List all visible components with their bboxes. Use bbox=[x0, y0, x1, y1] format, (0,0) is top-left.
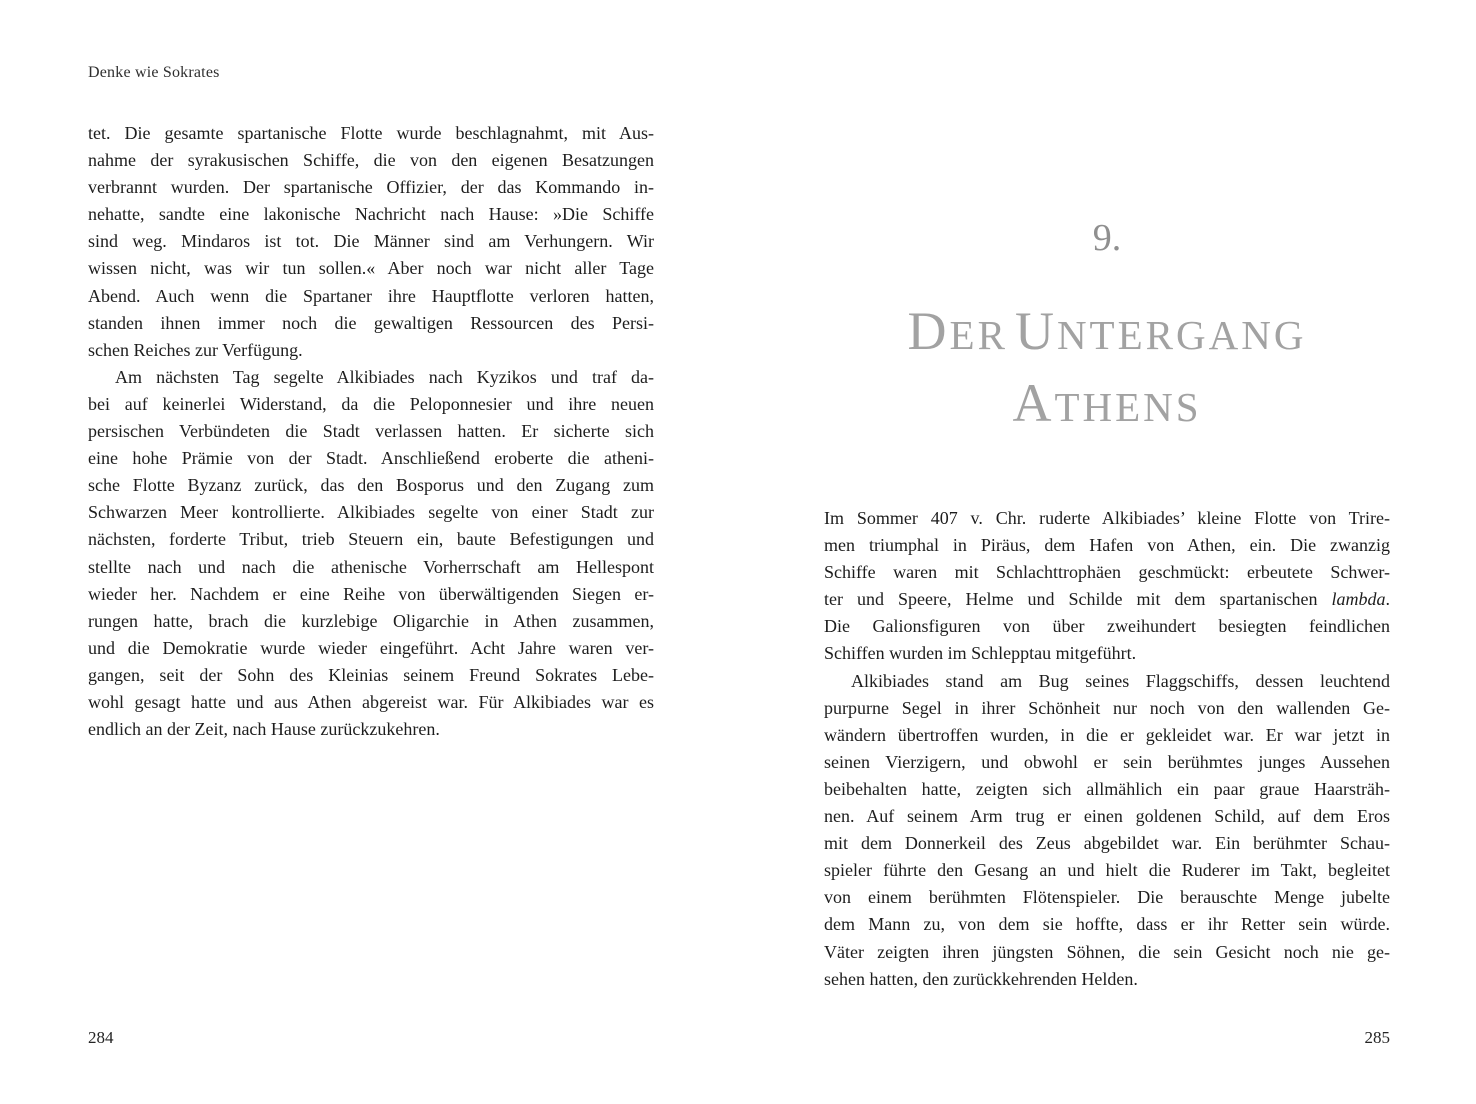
text-line: rungen hatte, brach die kurzlebige Oligarchie in Athen zusammen, bbox=[88, 610, 654, 631]
text-line: tet. Die gesamte spartanische Flotte wurde beschlagnahmt, mit Aus- bbox=[88, 123, 654, 143]
left-page bbox=[88, 0, 654, 1104]
text-line: Schwarzen Meer kontrollierte. Alkibiades segelte von einer Stadt zur bbox=[88, 502, 654, 523]
text-line: und die Demokratie wurde wieder eingeführt. Acht Jahre waren ver- bbox=[88, 637, 654, 658]
text-line: seinen Vierzigern, und obwohl er sein berühmtes junges Aussehen bbox=[824, 751, 1390, 772]
text-line: sehen hatten, den zurückkehrenden Helden. bbox=[824, 968, 1138, 989]
text-line: beibehalten hatte, zeigten sich allmählich ein paar graue Haarsträh- bbox=[824, 778, 1390, 799]
text-line: Am nächsten Tag segelte Alkibiades nach Kyzikos und traf da- bbox=[115, 366, 654, 387]
text-line: sind weg. Mindaros ist tot. Die Männer sind am Verhungern. Wir bbox=[88, 231, 654, 252]
text-line: von einem berühmten Flötenspieler. Die berauschte Menge jubelte bbox=[824, 887, 1390, 908]
chapter-number: 9. bbox=[1092, 217, 1122, 259]
text-line: nahme der syrakusischen Schiffe, die von den eigenen Besatzungen bbox=[88, 150, 654, 171]
text-line: stellte nach und nach die athenische Vorherrschaft am Hellespont bbox=[88, 556, 654, 577]
text-line: Väter zeigten ihren jüngsten Söhnen, die sein Gesicht noch nie ge- bbox=[824, 941, 1390, 962]
text-line: purpurne Segel in ihrer Schönheit nur noch von den wallenden Ge- bbox=[824, 697, 1390, 718]
text-line: schen Reiches zur Verfügung. bbox=[88, 339, 303, 360]
text-line: Schiffen wurden im Schlepptau mitgeführt. bbox=[824, 643, 1137, 664]
text-line: Schiffe waren mit Schlachttrophäen geschmückt: erbeutete Schwer- bbox=[824, 562, 1390, 583]
text-line: gangen, seit der Sohn des Kleinias seinem Freund Sokrates Lebe- bbox=[88, 664, 654, 685]
chapter-title-line: ATHENS bbox=[1012, 373, 1202, 433]
text-line: Alkibiades stand am Bug seines Flaggschiffs, dessen leuchtend bbox=[851, 670, 1390, 691]
text-line: dem Mann zu, von dem sie hoffte, dass er ihr Retter sein würde. bbox=[824, 914, 1390, 935]
text-line: verbrannt wurden. Der spartanische Offizier, der das Kommando in- bbox=[88, 177, 654, 198]
text-line: Die Galionsfiguren von über zweihundert besiegten feindlichen bbox=[824, 616, 1390, 637]
right-page bbox=[824, 0, 1390, 1104]
text-line: bei auf keinerlei Widerstand, da die Peloponnesier und ihre neuen bbox=[88, 393, 654, 414]
text-line: endlich an der Zeit, nach Hause zurückzukehren. bbox=[88, 719, 440, 740]
text-line: Im Sommer 407 v. Chr. ruderte Alkibiades’ kleine Flotte von Trire- bbox=[824, 508, 1390, 528]
right-body-text bbox=[824, 505, 1390, 993]
running-header: Denke wie Sokrates bbox=[88, 64, 220, 81]
text-line: wieder her. Nachdem er eine Reihe von überwältigenden Siegen er- bbox=[88, 583, 654, 604]
text-line: mit dem Donnerkeil des Zeus abgebildet war. Ein berühmter Schau- bbox=[824, 833, 1390, 854]
text-line: wändern übertroffen wurden, in die er gekleidet war. Er war jetzt in bbox=[824, 724, 1390, 745]
chapter-title-line: DER UNTERGANG bbox=[907, 301, 1307, 361]
chapter-title bbox=[824, 302, 1390, 446]
text-line: wissen nicht, was wir tun sollen.« Aber noch war nicht aller Tage bbox=[88, 258, 654, 279]
text-line: persischen Verbündeten die Stadt verlassen hatten. Er sicherte sich bbox=[88, 421, 654, 442]
text-line: spieler führte den Gesang an und hielt die Ruderer im Takt, begleitet bbox=[824, 860, 1390, 881]
text-line: standen ihnen immer noch die gewaltigen Ressourcen des Persi- bbox=[88, 312, 654, 333]
text-line: Abend. Auch wenn die Spartaner ihre Hauptflotte verloren hatten, bbox=[88, 285, 654, 306]
text-line: sche Flotte Byzanz zurück, das den Bosporus und den Zugang zum bbox=[88, 475, 654, 496]
text-line: wohl gesagt hatte und aus Athen abgereist war. Für Alkibiades war es bbox=[88, 691, 654, 712]
page-number-left: 284 bbox=[88, 1028, 114, 1047]
text-line: nächsten, forderte Tribut, trieb Steuern ein, baute Befestigungen und bbox=[88, 529, 654, 550]
text-line: men triumphal in Piräus, dem Hafen von Athen, ein. Die zwanzig bbox=[824, 535, 1390, 556]
text-line: ter und Speere, Helme und Schilde mit dem spartanischen lambda. bbox=[824, 589, 1390, 610]
left-body-text bbox=[88, 120, 654, 743]
text-line: nen. Auf seinem Arm trug er einen goldenen Schild, auf dem Eros bbox=[824, 806, 1390, 827]
page-number-right: 285 bbox=[1364, 1028, 1390, 1047]
text-line: nehatte, sandte eine lakonische Nachricht nach Hause: »Die Schiffe bbox=[88, 204, 654, 225]
text-line: eine hohe Prämie von der Stadt. Anschließend eroberte die atheni- bbox=[88, 448, 654, 469]
